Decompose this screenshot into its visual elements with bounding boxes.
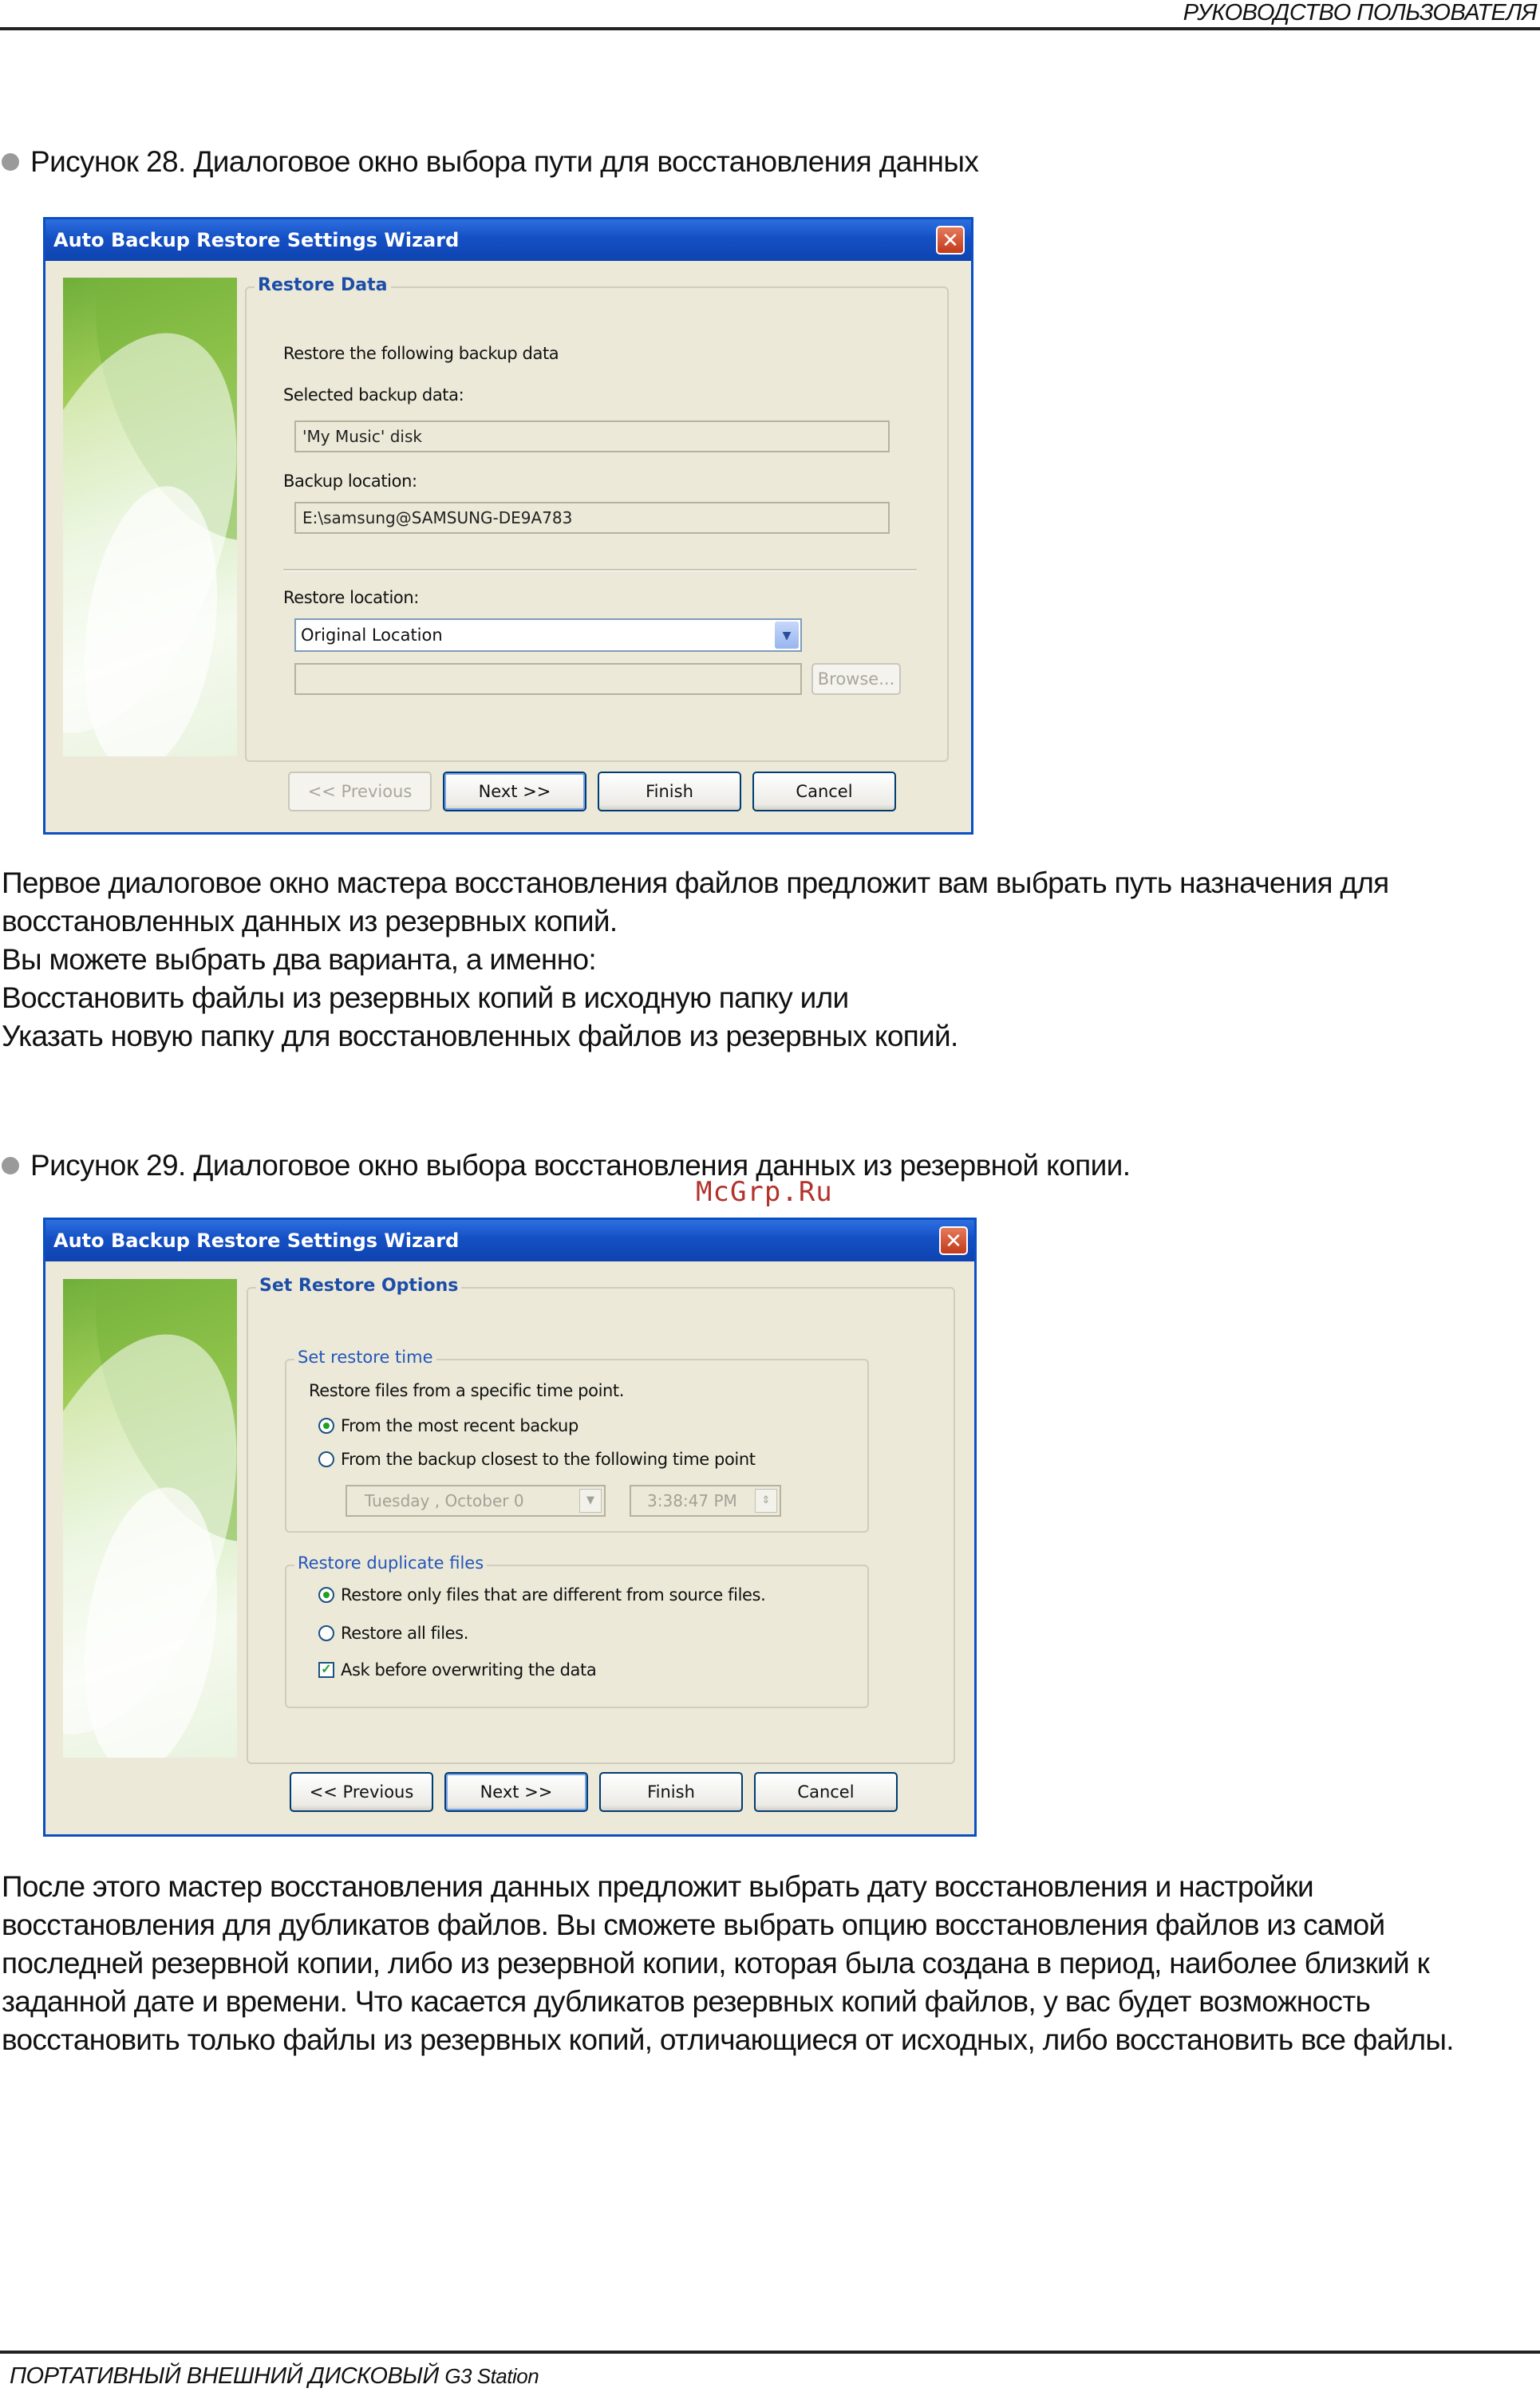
date-picker[interactable]: [346, 1485, 606, 1517]
dialog-title: Auto Backup Restore Settings Wizard: [45, 219, 971, 261]
figure28-caption: [2, 145, 978, 179]
backup-location-field: E:\samsung@SAMSUNG-DE9A783: [294, 502, 890, 534]
cancel-button[interactable]: Cancel: [754, 1772, 898, 1812]
duplicate-files-title: Restore duplicate files: [294, 1553, 487, 1573]
page-footer: [10, 2363, 539, 2390]
paragraph-line: восстановить только файлы из резервных копий, отличающиеся от исходных, либо восстановить все файлы.: [2, 2023, 1454, 2056]
paragraph-line: заданной дате и времени. Что касается дубликатов резервных копий файлов, у вас будет возможность: [2, 1985, 1371, 2018]
spinner-icon[interactable]: ⇕: [755, 1489, 777, 1513]
restore-time-title: Set restore time: [294, 1348, 436, 1367]
paragraph-line: Восстановить файлы из резервных копий в исходную папку или: [2, 981, 849, 1014]
restore-location-value: Original Location: [301, 626, 443, 645]
group-title: Set Restore Options: [256, 1276, 461, 1296]
chevron-down-icon[interactable]: ▼: [775, 622, 799, 649]
set-restore-options-dialog: [43, 1218, 977, 1837]
wizard-leaf-image: [63, 278, 237, 756]
finish-button[interactable]: Finish: [599, 1772, 743, 1812]
page-header-title: РУКОВОДСТВО ПОЛЬЗОВАТЕЛЯ: [1183, 0, 1537, 26]
ask-overwrite-label: Ask before overwriting the data: [341, 1660, 597, 1680]
paragraph-line: Первое диалоговое окно мастера восстановления файлов предложит вам выбрать путь назначения для: [2, 866, 1389, 899]
radio-different[interactable]: [318, 1587, 334, 1603]
radio-all-label: Restore all files.: [341, 1624, 468, 1643]
separator: [283, 569, 917, 571]
paragraph-line: восстановленных данных из резервных копий.: [2, 905, 618, 937]
bullet-icon: [2, 153, 19, 171]
intro-text: Restore the following backup data: [283, 344, 559, 363]
close-icon[interactable]: ✕: [936, 226, 965, 255]
paragraph-line: Вы можете выбрать два варианта, а именно:: [2, 943, 596, 976]
restore-path-field: [294, 663, 802, 695]
header-rule: [0, 27, 1540, 30]
footer-right: G3 Station: [444, 2364, 539, 2388]
restore-data-dialog: [43, 217, 973, 835]
watermark-text: McGrp.Ru: [696, 1176, 833, 1208]
radio-most-recent[interactable]: [318, 1418, 334, 1434]
cancel-button[interactable]: Cancel: [752, 772, 896, 811]
footer-left: ПОРТАТИВНЫЙ ВНЕШНИЙ ДИСКОВЫЙ: [10, 2363, 439, 2389]
paragraph-line: Указать новую папку для восстановленных файлов из резервных копий.: [2, 1020, 958, 1052]
paragraph-line: После этого мастер восстановления данных предложит выбрать дату восстановления и настройки: [2, 1870, 1314, 1903]
radio-different-label: Restore only files that are different from source files.: [341, 1585, 766, 1605]
previous-button[interactable]: << Previous: [288, 772, 432, 811]
previous-button[interactable]: << Previous: [290, 1772, 433, 1812]
next-button[interactable]: Next >>: [443, 772, 586, 811]
ask-overwrite-checkbox[interactable]: ✓: [318, 1662, 334, 1678]
selected-backup-field: 'My Music' disk: [294, 420, 890, 452]
time-value: 3:38:47 PM: [647, 1491, 737, 1510]
wizard-leaf-image: [63, 1279, 237, 1758]
figure28-caption-text: Рисунок 28. Диалоговое окно выбора пути для восстановления данных: [30, 145, 979, 178]
radio-closest[interactable]: [318, 1451, 334, 1467]
finish-button[interactable]: Finish: [598, 772, 741, 811]
figure29-caption: [2, 1149, 1130, 1182]
time-picker[interactable]: [630, 1485, 781, 1517]
paragraph-line: восстановления для дубликатов файлов. Вы сможете выбрать опцию восстановления файлов из самой: [2, 1909, 1385, 1941]
backup-location-label: Backup location:: [283, 472, 417, 491]
dialog-title: Auto Backup Restore Settings Wizard: [45, 1220, 974, 1261]
next-button[interactable]: Next >>: [444, 1772, 588, 1812]
figure29-caption-text: Рисунок 29. Диалоговое окно выбора восстановления данных из резервной копии.: [30, 1149, 1131, 1182]
bullet-icon: [2, 1157, 19, 1174]
restore-location-label: Restore location:: [283, 588, 419, 607]
radio-most-recent-label: From the most recent backup: [341, 1416, 578, 1435]
radio-all[interactable]: [318, 1625, 334, 1641]
close-icon[interactable]: ✕: [939, 1226, 968, 1255]
time-intro: Restore files from a specific time point.: [309, 1381, 625, 1400]
footer-rule: [0, 2351, 1540, 2354]
radio-closest-label: From the backup closest to the following time point: [341, 1450, 756, 1469]
browse-button[interactable]: Browse...: [811, 663, 901, 695]
paragraph-line: последней резервной копии, либо из резервной копии, которая была создана в период, наиболее близкий к: [2, 1947, 1430, 1980]
selected-backup-label: Selected backup data:: [283, 385, 464, 405]
restore-location-select[interactable]: [294, 618, 802, 652]
chevron-down-icon[interactable]: ▼: [579, 1489, 602, 1513]
date-value: Tuesday , October 0: [365, 1491, 524, 1510]
group-title: Restore Data: [255, 275, 391, 295]
figure28-paragraph: [2, 864, 1389, 1056]
figure29-paragraph: [2, 1868, 1454, 2059]
